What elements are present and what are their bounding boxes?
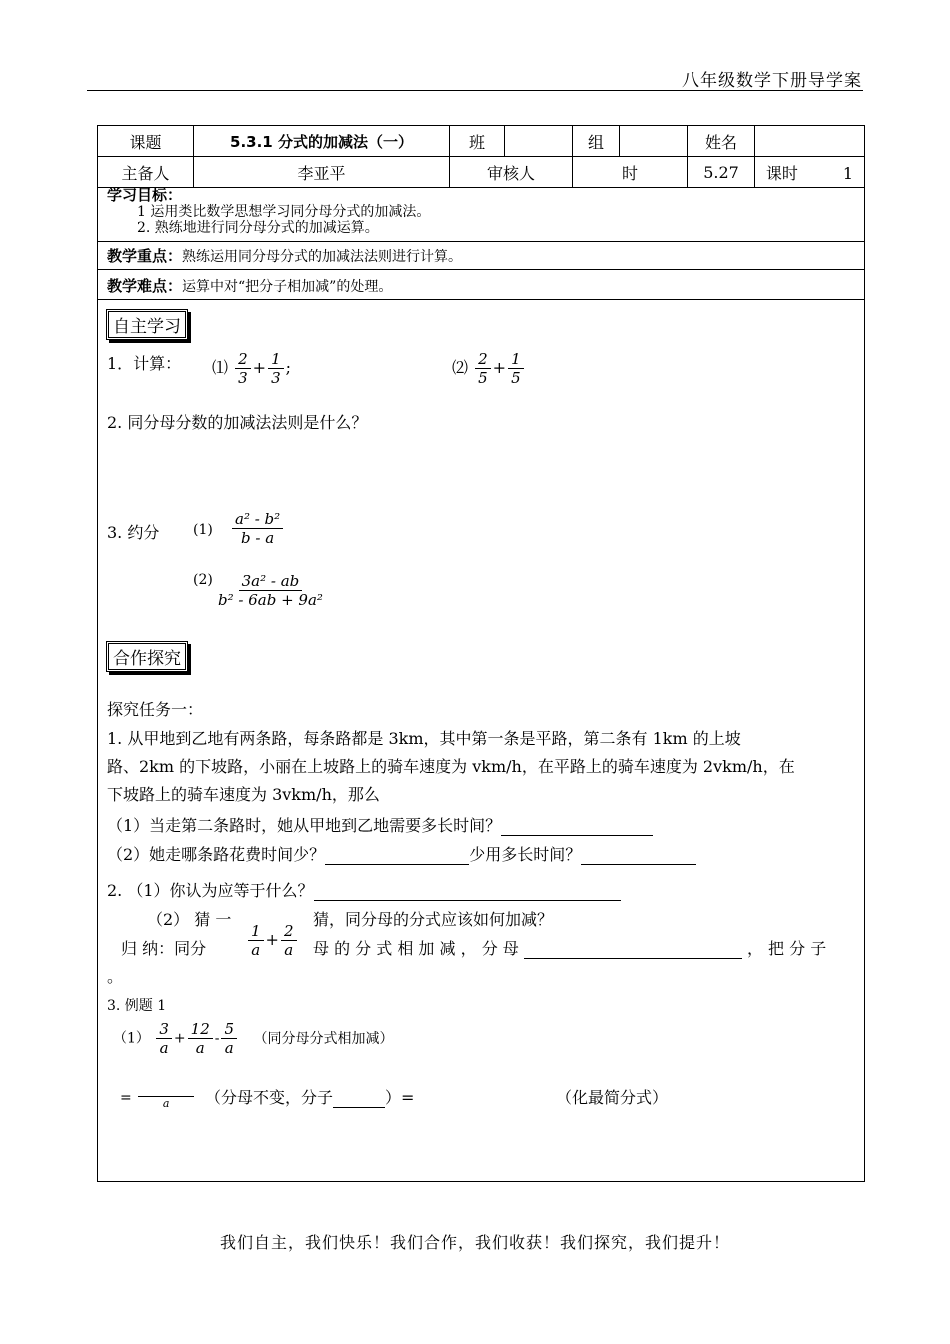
key-point-label: 教学重点： — [107, 247, 183, 265]
info-row-1 — [98, 126, 865, 157]
problem-line-1: 1. 从甲地到乙地有两条路，每条路都是 3km，其中第一条是平路，第二条有 1km 的上坡 — [107, 729, 741, 748]
example-step-1: （分母不变，分子 ）= — [205, 1088, 415, 1107]
objective-2: 2. 熟练地进行同分母分式的加减运算。 — [137, 220, 379, 236]
q3-label: 3. 约分 — [107, 523, 160, 542]
problem-line-3: 下坡路上的骑车速度为 3vkm/h，那么 — [107, 785, 380, 804]
summary-b: 母 的 分 式 相 加 减 ， 分 母 ， 把 分 子 — [313, 939, 827, 958]
cell-author-label: 主备人 — [98, 157, 194, 188]
objectives-section — [97, 186, 865, 242]
cell-author: 李亚平 — [194, 157, 450, 188]
answer-blank-3[interactable] — [581, 848, 696, 865]
answer-blank-1[interactable] — [501, 819, 653, 836]
q1-part1: ⑴ $\frac{2}{3}$ + $\frac{1}{3}$ ; — [212, 350, 291, 387]
info-table — [97, 125, 865, 188]
answer-blank-5[interactable] — [524, 942, 742, 959]
key-point-section — [97, 242, 865, 270]
problem-q1: （1）当走第二条路时，她从甲地到乙地需要多长时间？ — [107, 813, 653, 836]
problem-line-2: 路、2km 的下坡路，小丽在上坡路上的骑车速度为 vkm/h，在平路上的骑车速度为 2vkm/h，在 — [107, 757, 795, 776]
q3-p1: (1) — [193, 522, 213, 538]
example-step: = a — [120, 1086, 196, 1110]
cell-group[interactable] — [620, 126, 688, 157]
summary-frac: $\frac{1}{a}$ + $\frac{2}{a}$ — [246, 922, 299, 959]
key-point-text: 熟练运用同分母分式的加减法法则进行计算。 — [182, 249, 463, 265]
summary-a: 归 纳：同分 — [121, 939, 207, 958]
footer-slogan: 我们自主，我们快乐！我们合作，我们收获！我们探究，我们提升！ — [219, 1233, 730, 1252]
difficulty-label: 教学难点： — [107, 277, 183, 295]
task-label: 探究任务一： — [107, 700, 204, 719]
q3-p2: (2) — [193, 572, 213, 588]
cell-group-label: 组 — [573, 126, 620, 157]
q3-frac2: $\frac{\text{3a² - ab}}{\text{b² - 6ab + 9a²}}$ — [218, 572, 323, 609]
cell-name[interactable] — [755, 126, 865, 157]
summary-end: 。 — [107, 967, 124, 986]
answer-blank-2[interactable] — [325, 848, 469, 865]
guess-a: （2） 猜 一 — [147, 910, 232, 929]
q1-label: 1．计算： — [107, 354, 182, 373]
cell-date: 5.27 — [688, 157, 755, 188]
q3-frac1: $\frac{\text{a² - b²}}{b - a}$ — [230, 510, 285, 547]
cell-class-label: 班 — [450, 126, 505, 157]
q1-frac-c: $\frac{2}{5}$ — [475, 350, 491, 387]
self-study-tag: 自主学习 — [106, 309, 188, 340]
cell-topic: 5.3.1 分式的加减法（一） — [194, 126, 450, 157]
cell-class[interactable] — [505, 126, 573, 157]
cell-period-label: 课时 — [765, 163, 798, 183]
q1-frac-a: $\frac{2}{3}$ — [235, 350, 251, 387]
objective-1: 1 运用类比数学思想学习同分母分式的加减法。 — [137, 204, 431, 220]
cell-name-label: 姓名 — [688, 126, 755, 157]
cell-period-value: 1 — [842, 163, 854, 183]
header-rule — [87, 90, 863, 91]
cooperate-tag: 合作探究 — [106, 641, 188, 672]
guess-b: 猜，同分母的分式应该如何加减？ — [313, 910, 554, 929]
problem-q3: 2. （1）你认为应等于什么？ — [107, 878, 621, 901]
difficulty-text: 运算中对“把分子相加减”的处理。 — [182, 279, 393, 295]
q1-frac-b: $\frac{1}{3}$ — [268, 350, 284, 387]
answer-blank-6[interactable] — [333, 1093, 385, 1108]
cell-time-label: 时 — [573, 157, 688, 188]
problem-q2: （2）她走哪条路花费时间少？ 少用多长时间？ — [107, 842, 696, 865]
example-expr: （1） $\frac{3}{a}$ + $\frac{12}{a}$ - $\frac{5}{a}$ （同分母分式相加减） — [113, 1020, 394, 1057]
info-row-2 — [98, 157, 865, 188]
objectives-label: 学习目标： — [107, 186, 183, 204]
header-title: 八年级数学下册导学案 — [682, 71, 862, 91]
q1-part2: ⑵ $\frac{2}{5}$ + $\frac{1}{5}$ — [452, 350, 526, 387]
cell-topic-label: 课题 — [98, 126, 194, 157]
answer-blank-4[interactable] — [314, 884, 621, 901]
cell-reviewer-label: 审核人 — [450, 157, 573, 188]
q2-text: 2. 同分母分数的加减法法则是什么？ — [107, 413, 368, 432]
example-label: 3. 例题 1 — [107, 998, 167, 1014]
cell-period — [755, 157, 865, 188]
example-step-2: （化最简分式） — [556, 1088, 669, 1107]
difficulty-section — [97, 270, 865, 300]
q1-frac-d: $\frac{1}{5}$ — [508, 350, 524, 387]
